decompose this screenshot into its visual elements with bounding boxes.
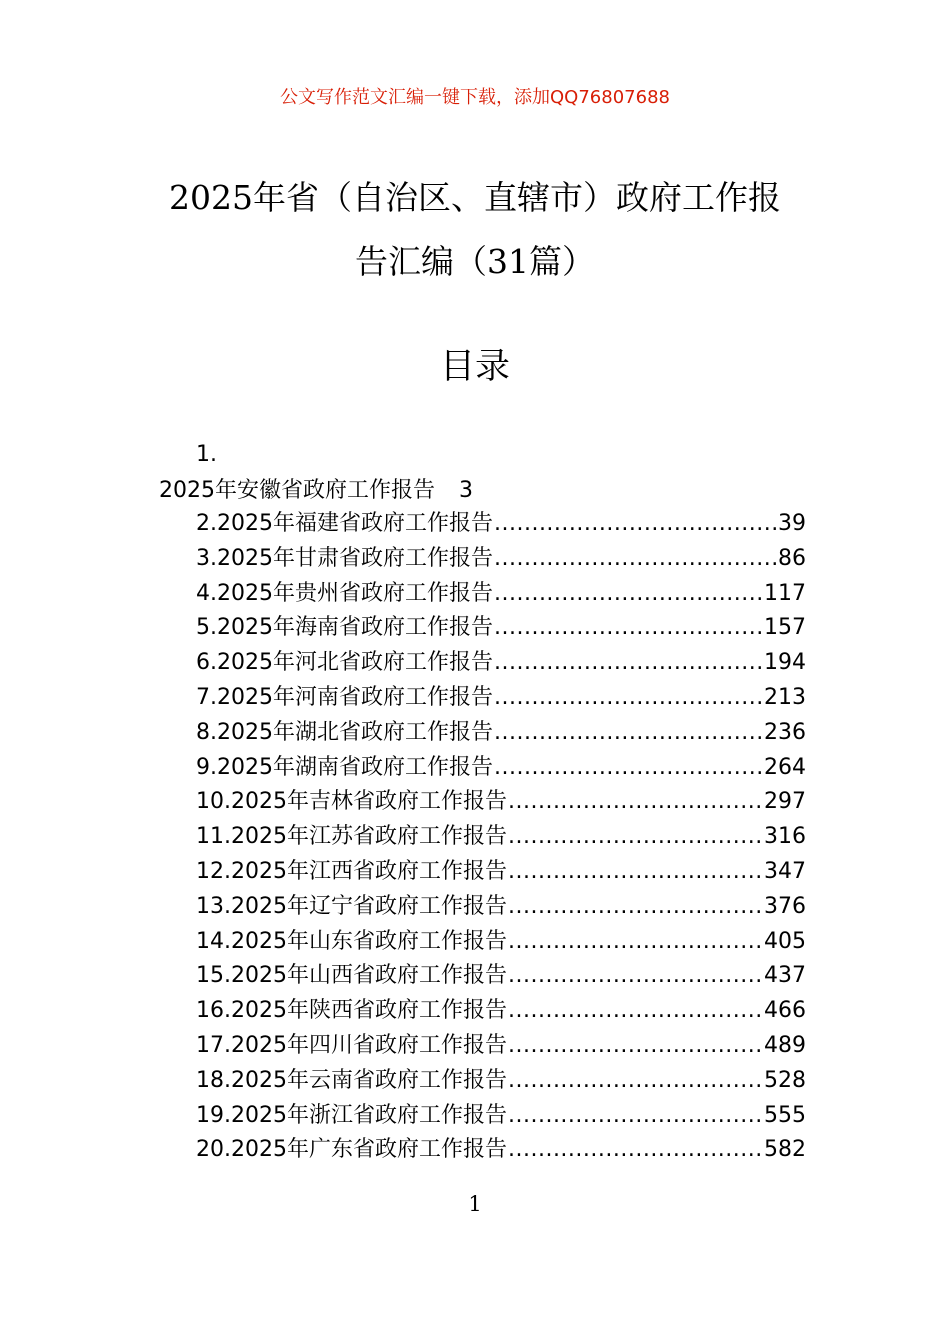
- toc-entry-number: 1.: [196, 442, 217, 467]
- toc-entry-page: 437: [764, 963, 806, 989]
- toc-dot-leader: [494, 611, 763, 646]
- toc-entry-page: 157: [764, 615, 806, 641]
- toc-entry[interactable]: [196, 646, 806, 681]
- toc-dot-leader: [508, 1029, 763, 1064]
- toc-entry[interactable]: [196, 1133, 806, 1168]
- toc-entry-title: 13.2025年辽宁省政府工作报告: [196, 893, 507, 919]
- toc-dot-leader: [508, 1133, 763, 1168]
- toc-entry[interactable]: [196, 1029, 806, 1064]
- toc-dot-leader: [508, 925, 763, 960]
- toc-entry-page: 582: [764, 1137, 806, 1163]
- toc-entry[interactable]: [196, 716, 806, 751]
- toc-entry-page: 264: [764, 754, 806, 780]
- toc-list: [196, 507, 806, 1168]
- toc-entry-page: 466: [764, 998, 806, 1024]
- toc-entry[interactable]: [196, 1099, 806, 1134]
- toc-entry[interactable]: [196, 577, 806, 612]
- toc-entry-title: 7.2025年河南省政府工作报告: [196, 684, 493, 710]
- toc-dot-leader: [508, 785, 763, 820]
- toc-entry-page: 555: [764, 1102, 806, 1128]
- toc-entry-page: 489: [764, 1032, 806, 1058]
- toc-entry-page: 316: [764, 824, 806, 850]
- toc-entry[interactable]: [196, 542, 806, 577]
- toc-dot-leader: [508, 1099, 763, 1134]
- toc-dot-leader: [494, 751, 763, 786]
- toc-entry-page: 3: [459, 478, 473, 503]
- toc-entry-title: 17.2025年四川省政府工作报告: [196, 1032, 507, 1058]
- toc-entry[interactable]: [196, 611, 806, 646]
- toc-entry-title: 4.2025年贵州省政府工作报告: [196, 580, 493, 606]
- toc-entry[interactable]: [196, 890, 806, 925]
- download-banner: 公文写作范文汇编一键下载，添加QQ76807688: [280, 87, 670, 108]
- toc-entry-title: 8.2025年湖北省政府工作报告: [196, 719, 493, 745]
- toc-entry-title: 6.2025年河北省政府工作报告: [196, 650, 493, 676]
- toc-entry-page: 86: [778, 545, 806, 571]
- toc-entry[interactable]: [196, 959, 806, 994]
- toc-entry[interactable]: [196, 751, 806, 786]
- toc-entry-title: 5.2025年海南省政府工作报告: [196, 615, 493, 641]
- toc-entry[interactable]: [196, 507, 806, 542]
- toc-entry-title: 14.2025年山东省政府工作报告: [196, 928, 507, 954]
- page-number: 1: [468, 1192, 482, 1216]
- toc-entry[interactable]: [196, 855, 806, 890]
- document-title: [100, 166, 850, 294]
- toc-dot-leader: [508, 855, 763, 890]
- toc-entry-page: 117: [764, 580, 806, 606]
- toc-entry-title: 2.2025年福建省政府工作报告: [196, 511, 493, 536]
- toc-dot-leader: [508, 890, 763, 925]
- title-line-2: 告汇编（31篇）: [355, 242, 595, 281]
- toc-dot-leader: [494, 577, 763, 612]
- toc-dot-leader: [508, 994, 763, 1029]
- toc-entry-title: 18.2025年云南省政府工作报告: [196, 1067, 507, 1093]
- toc-entry-title: 16.2025年陕西省政府工作报告: [196, 998, 507, 1024]
- toc-dot-leader: [508, 959, 763, 994]
- toc-entry-page: 236: [764, 719, 806, 745]
- toc-entry-title: 15.2025年山西省政府工作报告: [196, 963, 507, 989]
- toc-entry-page: 194: [764, 650, 806, 676]
- toc-dot-leader: [494, 507, 777, 542]
- toc-dot-leader: [508, 1064, 763, 1099]
- toc-entry-title: 19.2025年浙江省政府工作报告: [196, 1102, 507, 1128]
- toc-entry-title: 10.2025年吉林省政府工作报告: [196, 789, 507, 815]
- toc-entry-page: 347: [764, 858, 806, 884]
- toc-entry-page: 376: [764, 893, 806, 919]
- toc-entry-title: 11.2025年江苏省政府工作报告: [196, 824, 507, 850]
- toc-heading: 目录: [439, 347, 510, 387]
- title-line-1: 2025年省（自治区、直辖市）政府工作报: [169, 178, 781, 217]
- toc-entry[interactable]: [196, 681, 806, 716]
- toc-entry-page: 297: [764, 789, 806, 815]
- toc-entry-title: 12.2025年江西省政府工作报告: [196, 858, 507, 884]
- toc-entry-page: 213: [764, 684, 806, 710]
- toc-dot-leader: [508, 820, 763, 855]
- toc-entry[interactable]: [196, 1064, 806, 1099]
- toc-entry[interactable]: [196, 925, 806, 960]
- toc-dot-leader: [494, 542, 777, 577]
- toc-dot-leader: [494, 646, 763, 681]
- toc-dot-leader: [494, 681, 763, 716]
- toc-entry[interactable]: [196, 820, 806, 855]
- toc-entry-title: 9.2025年湖南省政府工作报告: [196, 754, 493, 780]
- toc-entry-title: 2025年安徽省政府工作报告: [159, 478, 435, 503]
- toc-entry-title: 3.2025年甘肃省政府工作报告: [196, 545, 493, 571]
- toc-entry[interactable]: [196, 785, 806, 820]
- toc-entry[interactable]: [196, 994, 806, 1029]
- toc-entry-page: 528: [764, 1067, 806, 1093]
- toc-entry-page: 39: [778, 511, 806, 536]
- toc-entry-title: 20.2025年广东省政府工作报告: [196, 1137, 507, 1163]
- toc-entry-page: 405: [764, 928, 806, 954]
- toc-dot-leader: [494, 716, 763, 751]
